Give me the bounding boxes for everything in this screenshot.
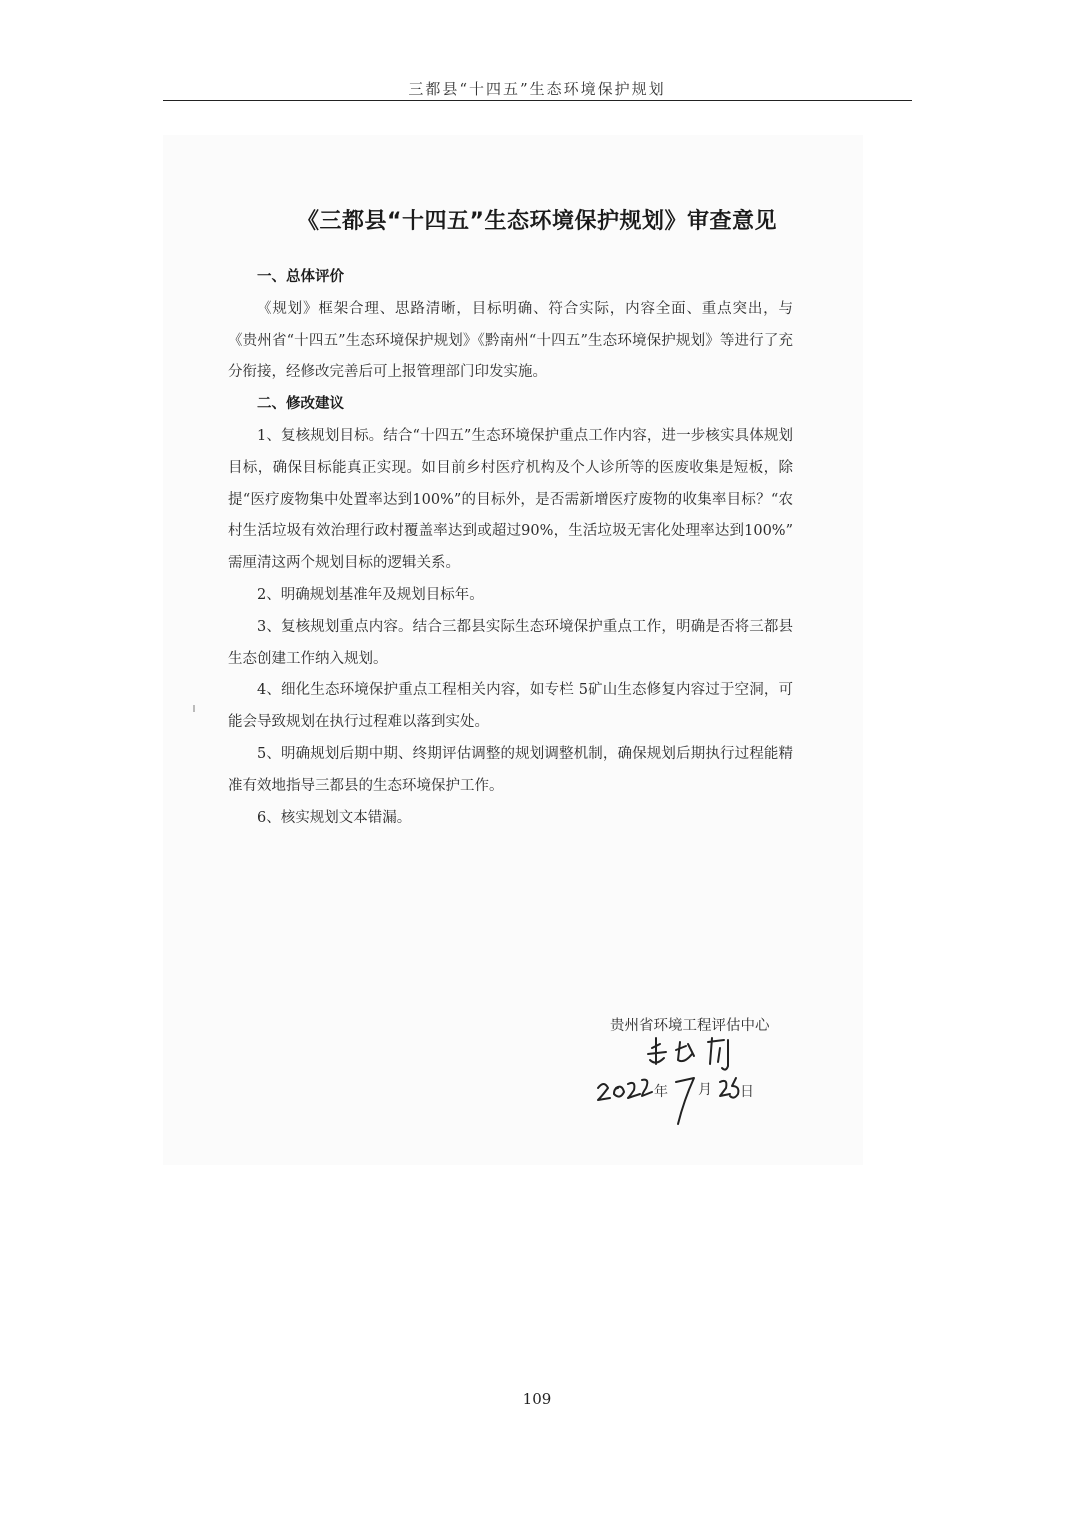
suggestion-item: 6、核实规划文本错漏。 — [257, 809, 412, 826]
svg-text:日: 日 — [740, 1084, 754, 1100]
handwritten-signature — [590, 1030, 770, 1135]
running-header: 三都县“十四五”生态环境保护规划 — [408, 80, 666, 98]
svg-text:年: 年 — [654, 1084, 668, 1100]
suggestion-item: 5、明确规划后期中期、终期评估调整的规划调整机制，确保规划后期执行过程能精准有效地指导三都县的生态环境保护工作。 — [228, 745, 793, 794]
scan-artifact — [193, 705, 195, 712]
page-number: 109 — [522, 1390, 552, 1408]
svg-text:月: 月 — [698, 1082, 712, 1098]
document-body — [228, 262, 793, 834]
section-heading-overall: 一、总体评价 — [257, 269, 344, 285]
header-divider — [163, 100, 912, 101]
suggestion-item: 3、复核规划重点内容。结合三都县实际生态环境保护重点工作，明确是否将三都县生态创建工作纳入规划。 — [228, 618, 793, 667]
suggestion-item: 1、复核规划目标。结合“十四五”生态环境保护重点工作内容，进一步核实具体规划目标，确保目标能真正实现。如目前乡村医疗机构及个人诊所等的医废收集是短板，除提“医疗废物集中处置率达到100%”的目标外，是否需新增医疗废物的收集率目标？“农村生活垃圾有效治理行政村覆盖率达到或超过90%，生活垃圾无害化处理率达到100%” 需厘清这两个规划目标的逻辑关系。 — [228, 427, 793, 572]
suggestion-item: 2、明确规划基准年及规划目标年。 — [257, 586, 484, 603]
overall-paragraph: 《规划》框架合理、思路清晰，目标明确、符合实际，内容全面、重点突出，与《贵州省“十四五”生态环境保护规划》《黔南州“十四五”生态环境保护规划》等进行了充分衔接，经修改完善后可上报管理部门印发实施。 — [228, 300, 793, 381]
issuing-organization: 贵州省环境工程评估中心 — [610, 1018, 770, 1034]
section-heading-suggestions: 二、修改建议 — [257, 396, 344, 413]
suggestion-item: 4、细化生态环境保护重点工程相关内容，如专栏 5矿山生态修复内容过于空洞，可能会导致规划在执行过程难以落到实处。 — [228, 682, 793, 731]
document-title: 《三都县“十四五”生态环境保护规划》审查意见 — [297, 209, 777, 234]
